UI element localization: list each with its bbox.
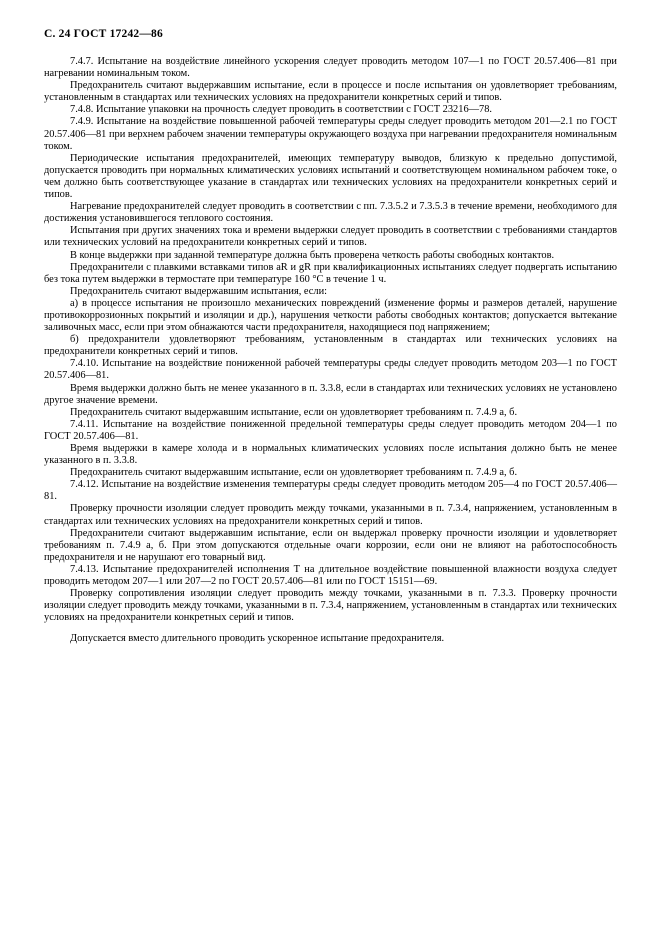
paragraph: 7.4.11. Испытание на воздействие пониженной предельной температуры среды следует проводить методом 204—1 по ГОСТ 20.57.406—81. [44,418,617,442]
paragraph: 7.4.10. Испытание на воздействие пониженной рабочей температуры среды следует проводить методом 203—1 по ГОСТ 20.57.406—81. [44,358,617,382]
paragraph: б) предохранители удовлетворяют требованиям, установленным в стандартах или технических условиях на предохранители конкретных серий и типов. [44,334,617,358]
paragraph: 7.4.8. Испытание упаковки на прочность следует проводить в соответствии с ГОСТ 23216—78. [70,104,493,116]
document-body [44,56,617,646]
paragraph: Периодические испытания предохранителей, имеющих температуру выводов, близкую к предельно допустимой, допускается проводить при нормальных климатических условиях испытаний и соответствующем номинальном рабочем токе, о чем должно быть соответствующее указание в стандартах или технических условиях на предохранители конкретных серий и типов. [44,152,617,201]
paragraph: Допускается вместо длительного проводить ускоренное испытание предохранителя. [70,633,445,645]
page-header: С. 24 ГОСТ 17242—86 [44,28,163,40]
paragraph: В конце выдержки при заданной температуре должна быть проверена четкость работы свободных контактов. [70,249,555,261]
paragraph: а) в процессе испытания не произошло механических повреждений (изменение формы и размеров деталей, нарушение противокоррозионных покрытий и изоляции и др.), нарушения четкости работы свободных контактов; допускается вытекание заливочных масс, если при этом обнажаются части предохранителя, находящиеся под напряжением; [44,297,617,334]
paragraph: Время выдержки в камере холода и в нормальных климатических условиях после испытания должно быть не менее указанного в п. 3.3.8. [44,443,617,467]
paragraph: 7.4.7. Испытание на воздействие линейного ускорения следует проводить методом 107—1 по ГОСТ 20.57.406—81 при нагревании номинальным током. [44,56,617,80]
paragraph: 7.4.9. Испытание на воздействие повышенной рабочей температуры среды следует проводить методом 201—2.1 по ГОСТ 20.57.406—81 при верхнем рабочем значении температуры окружающего воздуха при нагревании предохранителя номинальным током. [44,116,617,152]
paragraph: Проверку прочности изоляции следует проводить между точками, указанными в п. 7.3.4, напряжением, установленным в стандартах или технических условиях на предохранители конкретных серий и типов. [44,503,617,527]
paragraph: Предохранитель считают выдержавшим испытания, если: [70,285,328,297]
paragraph: Время выдержки должно быть не менее указанного в п. 3.3.8, если в стандартах или технических условиях не установлено другое значение времени. [44,382,617,406]
paragraph: 7.4.12. Испытание на воздействие изменения температуры среды следует проводить методом 205—4 по ГОСТ 20.57.406—81. [44,479,617,503]
paragraph: Предохранитель считают выдержавшим испытание, если в процессе и после испытания он удовлетворяет требованиям, установленным в стандартах или технических условиях на предохранители конкретных серий и типов. [44,80,617,104]
paragraph: Испытания при других значениях тока и времени выдержки следует проводить в соответствии с требованиями стандартов или технических условий на предохранители конкретных серий и типов. [44,225,617,249]
paragraph: Проверку сопротивления изоляции следует проводить между точками, указанными в п. 7.3.3. Проверку прочности изоляции следует проводить между точками, указанными в п. 7.3.4, напряжением, установленным в стандартах или технических условиях на предохранители конкретных серий и типов. [44,588,617,624]
paragraph: Нагревание предохранителей следует проводить в соответствии с пп. 7.3.5.2 и 7.3.5.3 в течение времени, необходимого для достижения установившегося теплового состояния. [44,201,617,225]
paragraph: 7.4.13. Испытание предохранителей исполнения Т на длительное воздействие повышенной влажности воздуха следует проводить методом 207—1 или 207—2 по ГОСТ 20.57.406—81 или по ГОСТ 15151—69. [44,563,617,588]
paragraph: Предохранители считают выдержавшим испытание, если он выдержал проверку прочности изоляции и удовлетворяет требованиям п. 7.4.9 а, б. При этом допускаются отдельные очаги коррозии, если они не влияют на работоспособность предохранителя и не нарушают его товарный вид. [44,527,617,563]
paragraph: Предохранители с плавкими вставками типов аR и gR при квалификационных испытаниях следует подвергать испытанию без тока путем выдержки в термостате при температуре 160 °С в течение 1 ч. [44,261,617,285]
paragraph: Предохранитель считают выдержавшим испытание, если он удовлетворяет требованиям п. 7.4.9 а, б. [70,467,518,479]
paragraph: Предохранитель считают выдержавшим испытание, если он удовлетворяет требованиям п. 7.4.9 а, б. [70,406,518,418]
